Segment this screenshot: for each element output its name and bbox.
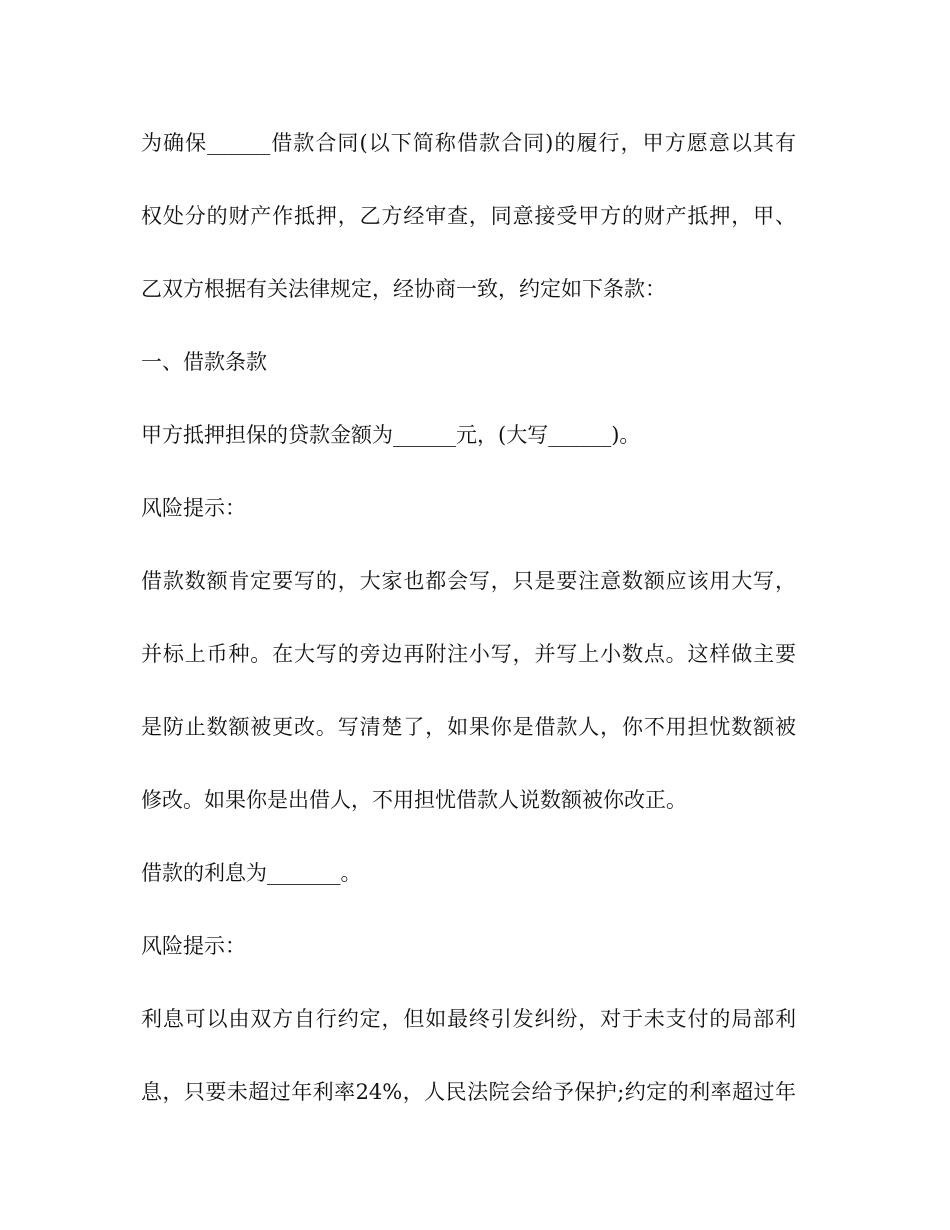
- section-heading: 一、借款条款: [141, 350, 267, 374]
- paragraph-line: 借款的利息为_______。: [141, 861, 362, 885]
- paragraph-line: 权处分的财产作抵押，乙方经审查，同意接受甲方的财产抵押，甲、: [141, 204, 796, 228]
- paragraph-line: 借款数额肯定要写的，大家也都会写，只是要注意数额应该用大写，: [141, 569, 796, 593]
- paragraph-line: 修改。如果你是出借人，不用担忧借款人说数额被你改正。: [141, 788, 687, 812]
- risk-note-heading: 风险提示：: [141, 496, 246, 520]
- paragraph-line: 为确保______借款合同(以下简称借款合同)的履行，甲方愿意以其有: [141, 131, 796, 155]
- paragraph-line: 乙双方根据有关法律规定，经协商一致，约定如下条款：: [141, 277, 666, 301]
- risk-note-heading: 风险提示：: [141, 934, 246, 958]
- paragraph-line: 是防止数额被更改。写清楚了，如果你是借款人，你不用担忧数额被: [141, 715, 796, 739]
- paragraph-line: 息，只要未超过年利率24%，人民法院会给予保护;约定的利率超过年: [141, 1080, 796, 1104]
- paragraph-line: 并标上币种。在大写的旁边再附注小写，并写上小数点。这样做主要: [141, 642, 796, 666]
- paragraph-line: 利息可以由双方自行约定，但如最终引发纠纷，对于未支付的局部利: [141, 1007, 796, 1031]
- paragraph-line: 甲方抵押担保的贷款金额为______元，(大写______)。: [141, 423, 641, 447]
